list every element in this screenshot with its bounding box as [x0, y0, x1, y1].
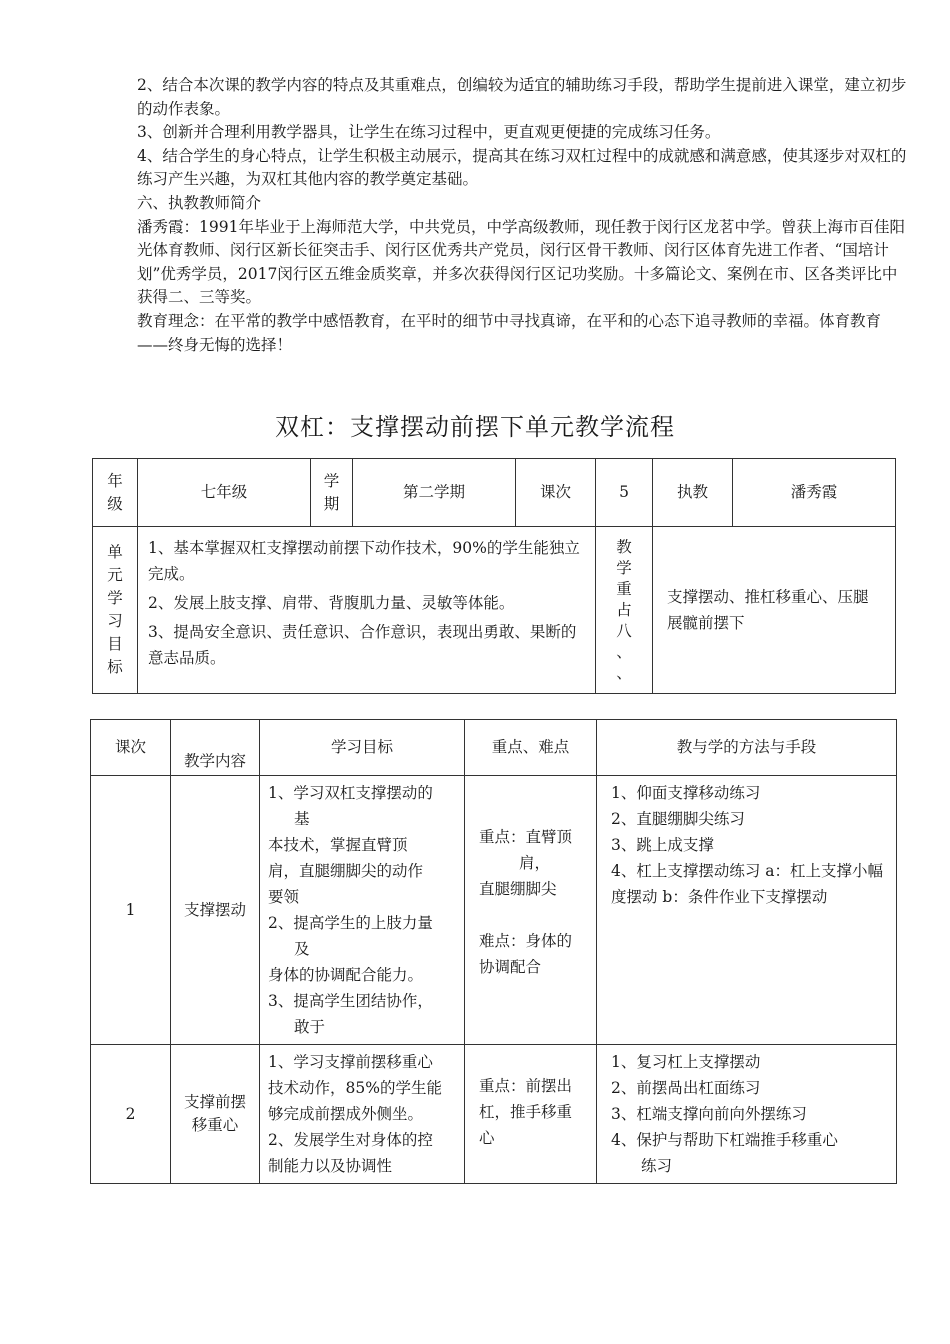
goal-line: 肩，直腿绷脚尖的动作: [268, 862, 424, 880]
unit-goal-label: [93, 527, 138, 694]
method-line: 4、杠上支撑摆动练习 a：杠上支撑小幅度摆动 b：条件作业下支撑摆动: [611, 862, 884, 906]
goal-line: 本技术，掌握直臂顶: [268, 836, 408, 854]
method-line: 练习: [641, 1157, 673, 1175]
unit-goal-item: 1、基本掌握双杠支撑摆动前摆下动作技术，90%的学生能独立完成。: [148, 539, 580, 583]
unit-goal-label-char: 学: [107, 589, 123, 607]
lesson-value: 5: [596, 459, 653, 527]
header-method: 教与学的方法与手段: [597, 720, 897, 776]
row-goal: [260, 1045, 465, 1184]
intro-paragraph-1: 2、结合本次课的教学内容的特点及其重难点，创编较为适宜的辅助练习手段，帮助学生提前进入课堂，建立初步的动作表象。: [137, 76, 907, 118]
goal-line: 及: [294, 940, 310, 958]
unit-goal-label-char: 标: [107, 658, 123, 676]
row-content: 支撑摆动: [171, 776, 260, 1045]
table-row: [91, 1045, 897, 1184]
method-line: 1、复习杠上支撑摆动: [611, 1053, 761, 1071]
header-lesson: 课次: [91, 720, 171, 776]
unit-info-table: [92, 458, 896, 694]
unit-goals: [138, 527, 596, 694]
header-focus: 重点、难点: [465, 720, 597, 776]
goal-line: 够完成前摆成外侧坐。: [268, 1105, 424, 1123]
focus-line: 重点：前摆出: [479, 1077, 573, 1095]
teacher-label: 执教: [653, 459, 733, 527]
goal-line: 基: [294, 810, 310, 828]
grade-label: [93, 459, 138, 527]
focus-line: 直腿绷脚尖: [479, 880, 557, 898]
term-label-char: 学: [323, 471, 340, 490]
row-focus: [465, 776, 597, 1045]
row-method: [597, 776, 897, 1045]
key-points-label-char: 占: [616, 601, 632, 619]
teacher-bio: 潘秀霞：1991年毕业于上海师范大学，中共党员，中学高级教师，现任教于闵行区龙茗中学。曾获上海市百佳阳光体育教师、闵行区新长征突击手、闵行区优秀共产党员，闵行区骨干教师、闵行区体育先进工作者、“国培计划”优秀学员，2017闵行区五维金质奖章，并多次获得闵行区记功奖励。十多篇论文、案例在市、区各类评比中获得二、三等奖。: [137, 217, 905, 307]
focus-line: 心: [479, 1129, 495, 1147]
unit-goal-label-char: 目: [107, 635, 123, 653]
focus-line: 协调配合: [479, 958, 542, 976]
lesson-plan-table: [90, 719, 897, 1184]
key-points-value: 支撑摆动、推杠移重心、压腿展髋前摆下: [653, 527, 896, 694]
row-lesson-number: 1: [91, 776, 171, 1045]
focus-line: 肩，: [519, 854, 551, 872]
focus-spacer: [479, 902, 588, 928]
row-method: [597, 1045, 897, 1184]
grade-value: 七年级: [138, 459, 311, 527]
goal-line: 2、发展学生对身体的控: [268, 1131, 433, 1149]
key-points-label-char: 、: [616, 643, 632, 661]
term-label: [311, 459, 353, 527]
intro-paragraph-2: 3、创新并合理利用教学器具，让学生在练习过程中，更直观更便捷的完成练习任务。: [137, 123, 721, 142]
goal-line: 技术动作，85%的学生能: [268, 1079, 442, 1097]
unit-goal-item: 2、发展上肢支撑、肩带、背腹肌力量、灵敏等体能。: [148, 594, 515, 612]
goal-line: 身体的协调配合能力。: [268, 966, 424, 984]
lesson-label: 课次: [516, 459, 596, 527]
header-content: 教学内容: [171, 720, 260, 776]
row-content-line: 移重心: [191, 1116, 239, 1134]
term-label-char: 期: [323, 494, 340, 513]
key-points-label-char: 学: [616, 559, 632, 577]
term-value: 第二学期: [353, 459, 516, 527]
key-points-label-char: 重: [616, 580, 632, 598]
goal-line: 1、学习双杠支撑摆动的: [268, 784, 433, 802]
intro-paragraph-3: 4、结合学生的身心特点，让学生积极主动展示，提高其在练习双杠过程中的成就感和满意感，使其逐步对双杠的练习产生兴趣，为双杠其他内容的教学奠定基础。: [137, 146, 907, 189]
table-row: [91, 776, 897, 1045]
goal-line: 2、提高学生的上肢力量: [268, 914, 433, 932]
goal-line: 3、提高学生团结协作，: [268, 992, 433, 1010]
section-heading-teacher-intro: 六、执教教师简介: [137, 193, 262, 212]
method-line: 3、杠端支撑向前向外摆练习: [611, 1105, 807, 1123]
focus-line: 重点：直臂顶: [479, 828, 573, 846]
grade-label-char: 年: [107, 471, 123, 490]
row-goal: [260, 776, 465, 1045]
goal-line: 1、学习支撑前摆移重心: [268, 1053, 433, 1071]
unit-goal-item: 3、提咼安全意识、责任意识、合作意识，表现出勇敢、果断的意志品质。: [148, 623, 577, 667]
grade-label-char: 级: [107, 494, 123, 513]
method-line: 4、保护与帮助下杠端推手移重心: [611, 1131, 838, 1149]
method-line: 2、前摆咼出杠面练习: [611, 1079, 761, 1097]
teacher-value: 潘秀霞: [733, 459, 896, 527]
row-content: [171, 1045, 260, 1184]
focus-line: 杠，推手移重: [479, 1103, 573, 1121]
unit-goal-label-char: 习: [107, 612, 123, 630]
goal-line: 制能力以及协调性: [268, 1157, 393, 1175]
key-points-label-char: 、: [616, 664, 632, 682]
method-line: 2、直腿绷脚尖练习: [611, 810, 745, 828]
goal-line: 敢于: [294, 1018, 326, 1036]
key-points-label-char: 八: [616, 622, 632, 640]
page-title: 双杠：支撑摆动前摆下单元教学流程: [275, 413, 675, 441]
key-points-label: [596, 527, 653, 694]
intro-section: [137, 74, 907, 357]
header-goal: 学习目标: [260, 720, 465, 776]
unit-goal-label-char: 元: [107, 566, 123, 584]
row-focus: [465, 1045, 597, 1184]
focus-line: 难点：身体的: [479, 932, 573, 950]
goal-line: 要领: [268, 888, 300, 906]
method-line: 3、跳上成支撑: [611, 836, 714, 854]
education-philosophy: 教育理念：在平常的教学中感悟教育，在平时的细节中寻找真谛，在平和的心态下追寻教师的幸福。体育教育——终身无悔的选择！: [137, 311, 882, 354]
method-line: 1、仰面支撑移动练习: [611, 784, 761, 802]
row-lesson-number: 2: [91, 1045, 171, 1184]
unit-goal-label-char: 单: [107, 543, 123, 561]
row-content-line: 支撑前摆: [183, 1093, 246, 1111]
key-points-label-char: 教: [616, 538, 632, 556]
